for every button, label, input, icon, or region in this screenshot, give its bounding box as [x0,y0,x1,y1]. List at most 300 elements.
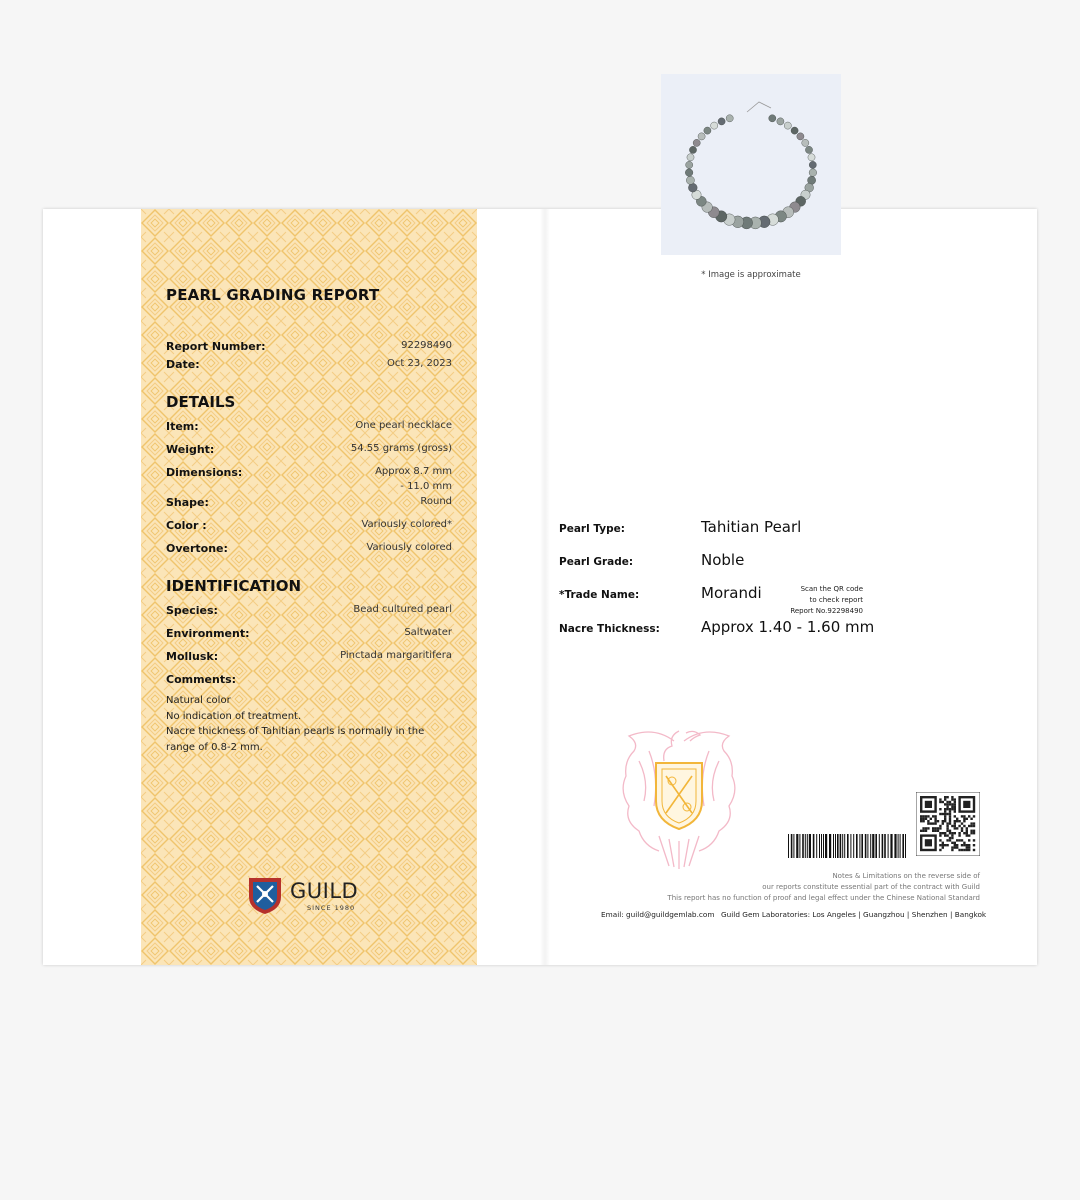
qr-module [942,801,944,803]
pearl-bead [797,133,804,140]
fine-print [603,871,980,904]
qr-module [949,813,951,815]
qr-module [942,842,944,844]
qr-module [966,846,968,848]
qr-module [951,806,953,808]
qr-module [946,796,948,798]
qr-module [966,827,968,829]
qr-module [963,818,965,820]
qr-module [949,839,951,841]
comment-line: Natural color [166,695,231,706]
detail-value: One pearl necklace [355,420,452,431]
detail-row [166,441,452,459]
pearl-bead [809,169,817,177]
barcode-bar [859,834,860,858]
qr-module [949,808,951,810]
detail-label: Color : [166,519,207,532]
qr-module [920,815,922,817]
qr-module [922,818,924,820]
detail-value [282,464,452,494]
qr-module [954,798,956,800]
comment-line: No indication of treatment. [166,710,302,722]
qr-module [963,815,965,817]
identification-value: Saltwater [404,627,452,638]
qr-module [970,825,972,827]
barcode-bar [900,834,901,858]
qr-module [961,839,963,841]
pearl-field-value: Noble [701,551,745,569]
qr-finder [925,839,932,846]
qr-module [968,815,970,817]
qr-module [944,815,946,817]
qr-module [951,803,953,805]
comment-line: Nacre thickness of Tahitian pearls is normally in the range of 0.8-2 mm. [166,726,425,753]
details-heading: DETAILS [166,393,236,411]
qr-module [963,832,965,834]
qr-module [956,827,958,829]
detail-label: Weight: [166,443,215,456]
detail-label: Shape: [166,496,209,509]
barcode-bar [853,834,854,858]
pearl-field-row [559,518,939,540]
identification-row [166,602,452,620]
qr-module [920,818,922,820]
qr-module [951,825,953,827]
qr-module [963,842,965,844]
dimension-line-2: - 11.0 mm [400,481,452,492]
qr-module [949,832,951,834]
barcode-bar [833,834,834,858]
qr-module [949,830,951,832]
qr-module [973,844,975,846]
pearl-bead [809,161,816,168]
qr-module [958,832,960,834]
qr-module [963,849,965,851]
barcode-bar [809,834,811,858]
detail-value: Variously colored [366,542,452,553]
pearl-bead [687,154,694,161]
qr-module [973,832,975,834]
pearl-bead [769,115,776,122]
qr-module [927,820,929,822]
pearl-bead [686,176,694,184]
qr-module [961,827,963,829]
qr-module [951,842,953,844]
qr-module [937,830,939,832]
qr-module [942,832,944,834]
qr-module [946,808,948,810]
qr-module [961,815,963,817]
qr-module [946,839,948,841]
barcode-bar [840,834,842,858]
pearl-field-row [559,551,939,573]
qr-module [949,837,951,839]
qr-module [956,820,958,822]
qr-module [963,825,965,827]
qr-module [949,801,951,803]
barcode-bar [829,834,831,858]
barcode-bar [894,834,896,858]
pearl-bead [805,146,812,153]
identification-row [166,625,452,643]
qr-module [949,822,951,824]
barcode-bar [823,834,824,858]
barcode-bar [825,834,827,858]
qr-module [934,820,936,822]
barcode-bar [888,834,889,858]
barcode-bar [865,834,867,858]
barcode-bar [879,834,880,858]
footer-labs: Guild Gem Laboratories: Los Angeles | Guangzhou | Shenzhen | Bangkok [721,910,987,919]
qr-module [939,798,941,800]
fine-print-line: our reports constitute essential part of the contract with Guild [762,883,980,891]
qr-module [944,796,946,798]
qr-finder [963,801,970,808]
qr-module [956,846,958,848]
qr-module [949,818,951,820]
qr-module [973,830,975,832]
qr-note [778,584,863,617]
qr-module [961,830,963,832]
barcode-bar [807,834,808,858]
qr-module [951,837,953,839]
qr-module [951,808,953,810]
date-label: Date: [166,358,200,371]
barcode-icon [788,834,908,858]
qr-module [954,820,956,822]
qr-module [937,820,939,822]
qr-module [925,827,927,829]
qr-module [949,815,951,817]
qr-module [946,827,948,829]
report-number-label: Report Number: [166,340,266,353]
guild-logo [246,875,372,915]
barcode-bar [788,834,789,858]
barcode-bar [870,834,871,858]
qr-module [954,827,956,829]
pearl-necklace-photo [661,74,841,255]
qr-module [946,825,948,827]
qr-module [920,830,922,832]
qr-module [932,830,934,832]
qr-module [970,822,972,824]
qr-module [944,810,946,812]
qr-module [954,801,956,803]
pearl-field-label: Pearl Grade: [559,556,634,568]
qr-module [968,844,970,846]
pearl-field-value: Tahitian Pearl [701,518,802,536]
barcode-bar [791,834,793,858]
qr-module [944,813,946,815]
qr-module [954,825,956,827]
qr-module [939,808,941,810]
pearl-field-value: Approx 1.40 - 1.60 mm [701,618,875,636]
qr-module [968,834,970,836]
qr-module [944,803,946,805]
qr-module [973,825,975,827]
pearl-bead [791,127,798,134]
barcode-bar [819,834,820,858]
identification-value: Pinctada margaritifera [340,650,452,661]
pearl-field-value: Morandi [701,584,762,602]
identification-heading: IDENTIFICATION [166,577,302,595]
detail-row [166,517,452,535]
guild-since: SINCE 1980 [307,904,356,912]
barcode-bar [875,834,877,858]
detail-value: Round [420,496,452,507]
left-panel-content [166,209,452,965]
qr-module [956,818,958,820]
qr-module [954,808,956,810]
qr-module [949,820,951,822]
date-value: Oct 23, 2023 [387,358,452,369]
detail-row [166,494,452,512]
pearl-bead [704,127,711,134]
qr-module [934,830,936,832]
pearl-field-label: *Trade Name: [559,589,640,601]
qr-module [954,803,956,805]
qr-module [946,822,948,824]
barcode-bar [898,834,899,858]
qr-module [932,827,934,829]
qr-module [939,825,941,827]
pearl-field-row [559,584,939,606]
qr-module [937,827,939,829]
pearl-field-label: Nacre Thickness: [559,623,660,635]
qr-module [946,806,948,808]
detail-label: Overtone: [166,542,228,555]
qr-module [944,818,946,820]
qr-module [942,820,944,822]
barcode-bar [902,834,904,858]
pearl-field-label: Pearl Type: [559,523,625,535]
qr-module [927,827,929,829]
pearl-bead [777,118,784,125]
qr-module [951,846,953,848]
qr-module [973,822,975,824]
qr-module [966,832,968,834]
qr-module [927,822,929,824]
qr-module [946,803,948,805]
qr-module [958,820,960,822]
qr-module [973,849,975,851]
qr-finder [925,801,932,808]
qr-module [944,808,946,810]
identification-value: Bead cultured pearl [353,604,452,615]
qr-module [973,839,975,841]
qr-module [942,822,944,824]
identification-row [166,648,452,666]
qr-module [970,832,972,834]
pearl-bead [689,146,696,153]
qr-module [954,822,956,824]
qr-module [958,834,960,836]
qr-module [954,806,956,808]
qr-note-line: Report No.92298490 [790,607,863,615]
qr-module [966,834,968,836]
barcode-bar [799,834,800,858]
date-row [166,356,452,374]
pearl-bead [688,183,697,192]
qr-module [961,849,963,851]
pearl-bead [711,122,718,129]
qr-module [956,839,958,841]
identification-label: Mollusk: [166,650,219,663]
qr-module [958,849,960,851]
qr-module [946,813,948,815]
qr-module [944,844,946,846]
qr-module [942,813,944,815]
pearl-bead [802,139,809,146]
identification-label: Environment: [166,627,250,640]
qr-module [954,842,956,844]
qr-module [961,844,963,846]
barcode-bar [793,834,794,858]
qr-module [939,834,941,836]
left-panel [141,209,477,965]
qr-module [954,810,956,812]
barcode-bar [861,834,863,858]
qr-module [954,846,956,848]
qr-module [939,832,941,834]
fine-print-line: This report has no function of proof and legal effect under the Chinese National Standard [667,894,980,902]
qr-module [939,813,941,815]
barcode-bar [837,834,839,858]
fine-print-line: Notes & Limitations on the reverse side of [832,872,980,880]
footer-email[interactable]: Email: guild@guildgemlab.com [601,910,715,919]
report-number-value: 92298490 [401,340,452,351]
qr-module [922,827,924,829]
qr-module [968,825,970,827]
qr-module [949,803,951,805]
barcode-bar [835,834,836,858]
qr-module [946,830,948,832]
qr-module [946,801,948,803]
qr-module [944,820,946,822]
barcode-bar [882,834,884,858]
qr-module [932,822,934,824]
qr-module [951,849,953,851]
barcode-bar [805,834,806,858]
pearl-bead [784,122,791,129]
barcode-bar [872,834,874,858]
qr-module [930,822,932,824]
qr-module [963,844,965,846]
qr-module [946,844,948,846]
qr-module [939,839,941,841]
barcode-bar [821,834,822,858]
qr-module [934,827,936,829]
qr-module [932,815,934,817]
qr-module [968,846,970,848]
qr-module [934,822,936,824]
qr-module [951,834,953,836]
qr-module [958,839,960,841]
detail-row [166,418,452,436]
qr-note-line: Scan the QR code [800,585,863,593]
qr-module [951,832,953,834]
barcode-bar [884,834,886,858]
qr-module [944,832,946,834]
qr-module [925,815,927,817]
qr-module [970,818,972,820]
qr-module [951,796,953,798]
qr-module [949,810,951,812]
qr-module [961,822,963,824]
detail-value: Variously colored* [361,519,452,530]
qr-module [920,820,922,822]
pearl-bead [693,139,700,146]
qr-module [922,830,924,832]
barcode-bar [842,834,843,858]
qr-module [939,801,941,803]
image-approximate-note: * Image is approximate [701,270,801,280]
barcode-bar [890,834,892,858]
barcode-bar [796,834,798,858]
qr-module [939,849,941,851]
qr-module [939,827,941,829]
qr-module [939,844,941,846]
detail-row [166,540,452,558]
qr-module [956,844,958,846]
barcode-bar [802,834,804,858]
identification-label: Species: [166,604,218,617]
page-fold [540,209,550,965]
barcode-bar [813,834,815,858]
identification-row [166,671,452,689]
qr-module [942,846,944,848]
qr-module [966,830,968,832]
pearl-bead [686,161,693,168]
qr-module [970,830,972,832]
qr-module [966,844,968,846]
detail-row [166,464,452,496]
qr-module [968,839,970,841]
pearl-bead [808,154,815,161]
guild-shield-icon [246,875,284,915]
qr-module [954,832,956,834]
qr-module [925,818,927,820]
qr-module [954,815,956,817]
qr-note-line: to check report [809,596,863,604]
pearl-bead [685,169,693,177]
dimension-line-1: Approx 8.7 mm [375,466,452,477]
barcode-bar [856,834,858,858]
qr-code-icon[interactable] [916,792,980,856]
comments-block [166,693,452,755]
qr-module [942,844,944,846]
qr-module [934,818,936,820]
eagle-emblem-icon [614,721,744,871]
qr-module [963,820,965,822]
report-title: PEARL GRADING REPORT [166,286,380,304]
qr-module [966,849,968,851]
pearl-field-row [559,618,939,640]
detail-label: Item: [166,420,199,433]
detail-label: Dimensions: [166,466,243,479]
qr-module [944,834,946,836]
qr-module [968,849,970,851]
identification-label: Comments: [166,673,237,686]
qr-module [958,825,960,827]
qr-module [922,815,924,817]
pearl-bead [698,133,705,140]
qr-module [944,798,946,800]
barcode-bar [905,834,906,858]
report-number-row [166,338,452,356]
qr-module [927,815,929,817]
pearl-bead [726,115,733,122]
